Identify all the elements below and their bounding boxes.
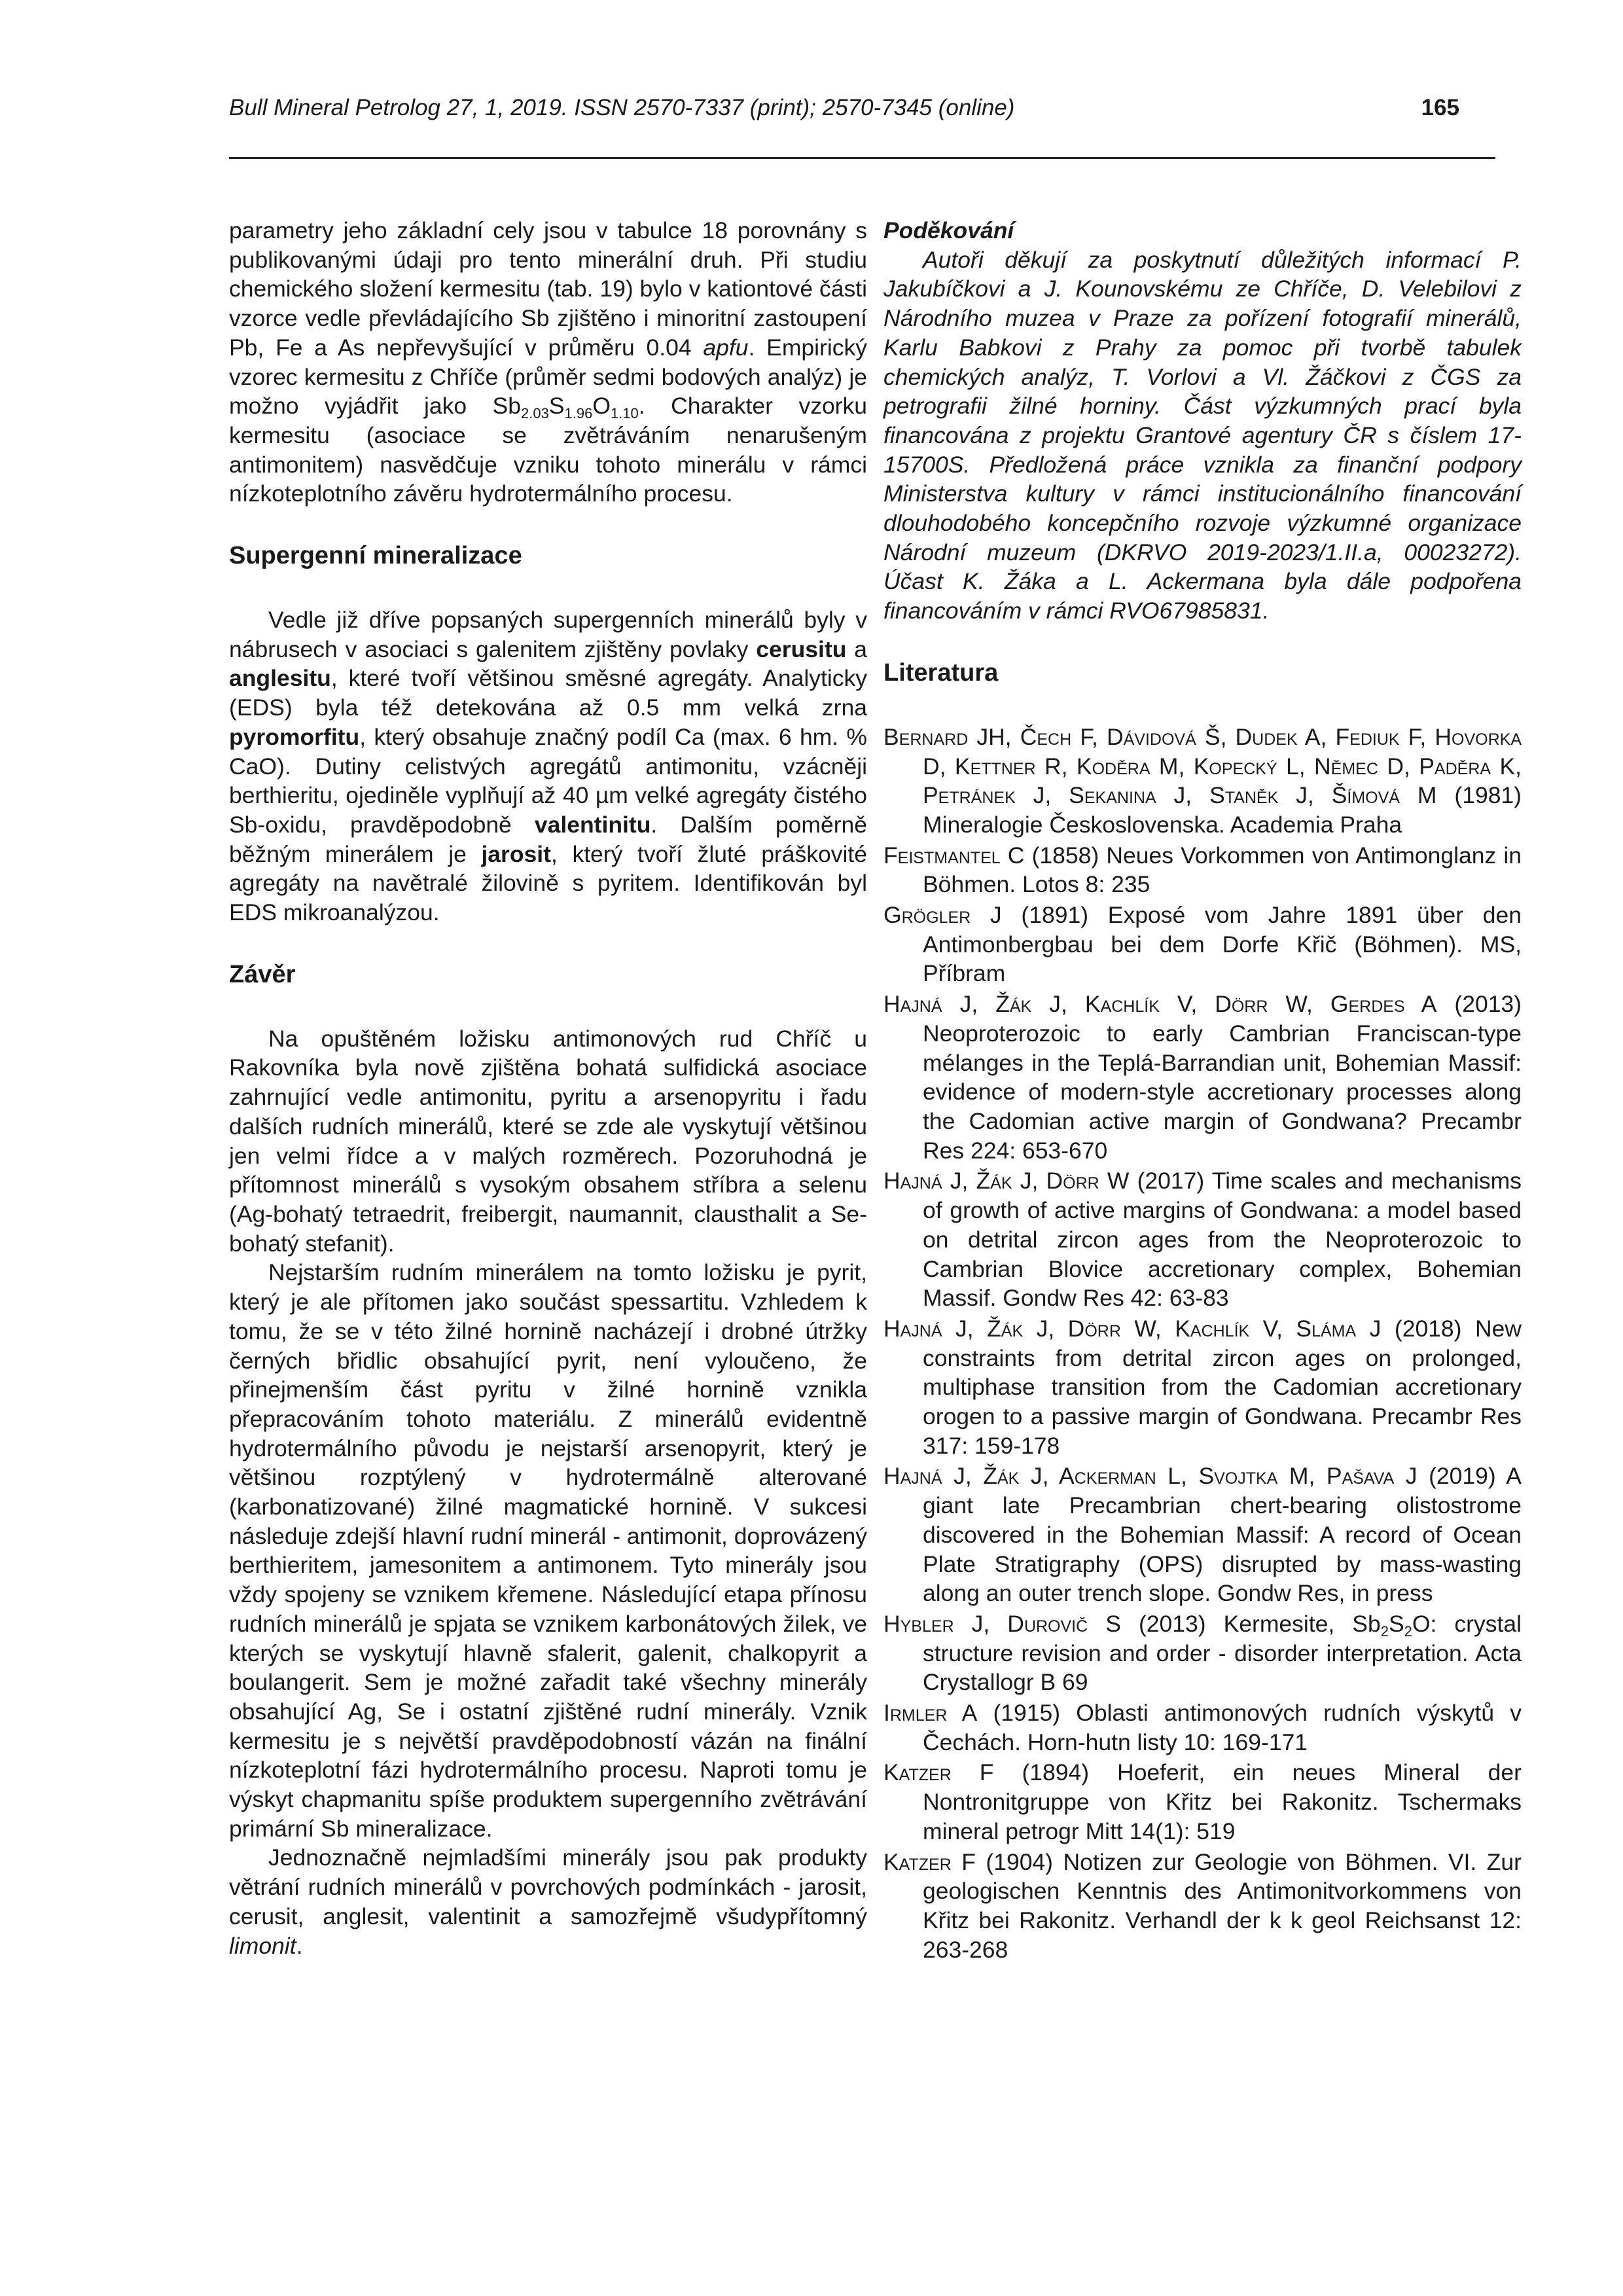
reference-item: Feistmantel C (1858) Neues Vorkommen von Antimonglanz in Böhmen. Lotos 8: 235 (883, 842, 1522, 898)
literature-heading: Literatura (883, 658, 999, 687)
reference-item: Hybler J, Durovič S (2013) Kermesite, $Sb_2S_2O$: crystal structure revision and order - disorder interpretation. Acta Crystallogr B 69 (883, 1610, 1522, 1696)
running-header (229, 92, 1495, 159)
reference-item: Katzer F (1904) Notizen zur Geologie von Böhmen. VI. Zur geologischen Kenntnis des Antimonitvorkommens von Křitz bei Rakonitz. Verhandl der k k geol Reichsanst 12: 263-268 (883, 1848, 1522, 1963)
supergene-heading: Supergenní mineralizace (229, 542, 522, 570)
kermesite-paragraph: parametry jeho základní cely jsou v tabulce 18 porovnány s publikovanými údaji pro tento minerální druh. Při studiu chemického složení kermesitu (tab. 19) bylo v kationtové části vzorce vedle převládajícího Sb zjištěno i minoritní zastoupení Pb, Fe a As nepřevyšující v průměru 0.04 apfu. Empirický vzorec kermesitu z Chříče (průměr sedmi bodových analýz) je možno vyjádřit jako $Sb_{2.03}S_{1.96}O_{1.10}$. Charakter vzorku kermesitu (asociace se zvětráváním nenarušeným antimonitem) nasvědčuje vzniku tohoto minerálu v rámci nízkoteplotního závěru hydrotermálního procesu. (229, 217, 867, 507)
conclusion-paragraph-2: Nejstarším rudním minerálem na tomto ložisku je pyrit, který je ale přítomen jako součást spessartitu. Vzhledem k tomu, že se v této žilné hornině nacházejí i drobné útržky černých břidlic obsahující pyrit, není vyloučeno, že přinejmenším část pyritu v žilné hornině vznikla přepracováním tohoto materiálu. Z minerálů evidentně hydrotermálního původu je nejstarší arsenopyrit, který je většinou rozptýlený v hydrotermálně alterované (karbonatizované) žilné magmatické hornině. V sukcesi následuje zdejší hlavní rudní minerál - antimonit, doprovázený berthieritem, jamesonitem a antimonem. Tyto minerály jsou vždy spojeny se vznikem křemene. Následující etapa přínosu rudních minerálů je spjata se vznikem karbonátových žilek, ve kterých se vyskytují hlavně sfalerit, galenit, chalkopyrit a boulangerit. Sem je možné zařadit také všechny minerály obsahující Ag, Se i ostatní zjištěné rudní minerály. Vznik kermesitu je s největší pravděpodobností vázán na finální nízkoteplotní fázi hydrotermálního procesu. Naproti tomu je výskyt chapmanitu spíše produktem supergenního zvětrávání primární Sb mineralizace. (229, 1259, 867, 1842)
acknowledgement-section (883, 216, 1522, 626)
reference-item: Irmler A (1915) Oblasti antimonových rudních výskytů v Čechách. Horn-hutn listy 10: 169-171 (883, 1700, 1522, 1755)
reference-item: Bernard JH, Čech F, Dávidová Š, Dudek A, Fediuk F, Hovorka D, Kettner R, Koděra M, Kopecký L, Němec D, Paděra K, Petránek J, Sekanina J, Staněk J, Šímová M (1981) Mineralogie Československa. Academia Praha (883, 723, 1522, 838)
reference-item: Hajná J, Žák J, Dörr W (2017) Time scales and mechanisms of growth of active margins of Gondwana: a model based on detrital zircon ages from the Neoproterozoic to Cambrian Blovice accretionary complex, Bohemian Massif. Gondw Res 42: 63-83 (883, 1168, 1522, 1312)
conclusion-heading: Závěr (229, 960, 296, 988)
acknowledgement-text: Autoři děkují za poskytnutí důležitých informací P. Jakubíčkovi a J. Kounovskému ze Chříče, D. Velebilovi z Národního muzea v Praze za pořízení fotografií minerálů, Karlu Babkovi z Prahy za pomoc při tvorbě tabulek chemických analýz, T. Vorlovi a Vl. Žáčkovi z ČGS za petrografii žilné horniny. Část výzkumných prací byla financována z projektu Grantové agentury ČR s číslem 17-15700S. Předložená práce vznikla za finanční podpory Ministerstva kultury v rámci institucionálního financování dlouhodobého koncepčního rozvoje výzkumné organizace Národní muzeum (DKRVO 2019-2023/1.II.a, 00023272). Účast K. Žáka a L. Ackermana byla dále podpořena financováním v rámci RVO67985831. (883, 246, 1522, 624)
right-column (883, 216, 1522, 1965)
conclusion-paragraph-3: Jednoznačně nejmladšími minerály jsou pak produkty větrání rudních minerálů v povrchových podmínkách - jarosit, cerusit, anglesit, valentinit a samozřejmě všudypřítomný limonit. (229, 1844, 867, 1959)
page-number: 165 (1421, 95, 1459, 120)
supergene-paragraph: Vedle již dříve popsaných supergenních minerálů byly v nábrusech v asociaci s galenitem zjištěny povlaky cerusitu a anglesitu, které tvoří většinou směsné agregáty. Analyticky (EDS) byla též detekována až 0.5 mm velká zrna pyromorfitu, který obsahuje značný podíl Ca (max. 6 hm. % CaO). Dutiny celistvých agregátů antimonitu, vzácněji berthieritu, ojediněle vyplňují až 40 µm velké agregáty čistého Sb-oxidu, pravděpodobně valentinitu. Dalším poměrně běžným minerálem je jarosit, který tvoří žluté práškovité agregáty na navětralé žilovině s pyritem. Identifikován byl EDS mikroanalýzou. (229, 607, 868, 926)
acknowledgement-heading: Poděkování (883, 217, 1014, 243)
reference-item: Hajná J, Žák J, Kachlík V, Dörr W, Gerdes A (2013) Neoproterozoic to early Cambrian Franciscan-type mélanges in the Teplá-Barrandian unit, Bohemian Massif: evidence of modern-style accretionary processes along the Cadomian active margin of Gondwana? Precambr Res 224: 653-670 (883, 991, 1522, 1164)
reference-list (883, 723, 1522, 1965)
reference-item: Hajná J, Žák J, Ackerman L, Svojtka M, Pašava J (2019) A giant late Precambrian chert-bearing olistostrome discovered in the Bohemian Massif: A record of Ocean Plate Stratigraphy (OPS) disrupted by mass-wasting along an outer trench slope. Gondw Res, in press (883, 1463, 1522, 1607)
reference-item: Katzer F (1894) Hoeferit, ein neues Mineral der Nontronitgruppe von Křitz bei Rakonitz. Tschermaks mineral petrogr Mitt 14(1): 519 (883, 1759, 1522, 1844)
left-column (229, 216, 867, 1960)
journal-citation: Bull Mineral Petrolog 27, 1, 2019. ISSN 2570-7337 (print); 2570-7345 (online) (229, 95, 1015, 120)
reference-item: Hajná J, Žák J, Dörr W, Kachlík V, Sláma J (2018) New constraints from detrital zircon ages on prolonged, multiphase transition from the Cadomian accretionary orogen to a passive margin of Gondwana. Precambr Res 317: 159-178 (883, 1315, 1522, 1459)
conclusion-paragraph-1: Na opuštěném ložisku antimonových rud Chříč u Rakovníka byla nově zjištěna bohatá sulfidická asociace zahrnující vedle antimonitu, pyritu a arsenopyritu i řadu dalších rudních minerálů, které se zde ale vyskytují většinou jen velmi řídce a v malých rozměrech. Pozoruhodná je přítomnost minerálů s vysokým obsahem stříbra a selenu (Ag-bohatý tetraedrit, freibergit, naumannit, clausthalit a Se-bohatý stefanit). (229, 1025, 867, 1257)
reference-item: Grögler J (1891) Exposé vom Jahre 1891 über den Antimonbergbau bei dem Dorfe Křič (Böhmen). MS, Příbram (883, 902, 1522, 987)
